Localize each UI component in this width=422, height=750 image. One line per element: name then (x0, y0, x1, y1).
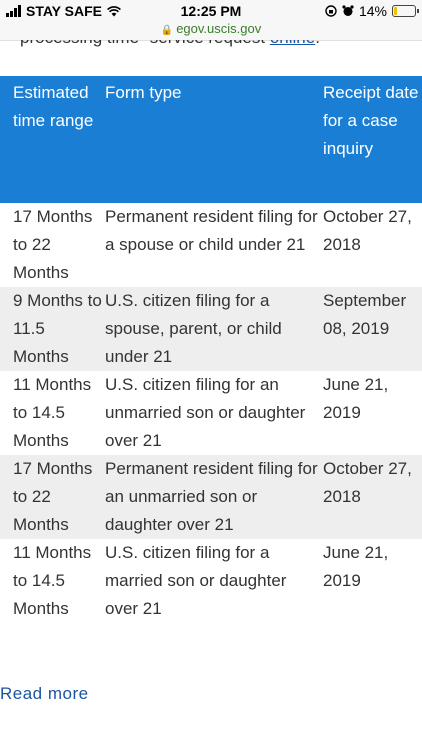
cell-form-type: Permanent resident filing for an unmarried son or daughter over 21 (105, 455, 323, 539)
cell-receipt-date: June 21, 2019 (323, 543, 389, 590)
table-row (0, 371, 422, 455)
cell-time-range: 17 Months to 22 Months (0, 455, 105, 539)
url-text: egov.uscis.gov (176, 21, 262, 36)
table-row (0, 203, 422, 287)
cell-form-type: U.S. citizen filing for an unmarried son or daughter over 21 (105, 375, 306, 450)
cell-receipt-date: October 27, 2018 (323, 455, 422, 539)
cell-time-range: 9 Months to 11.5 Months (0, 287, 105, 371)
cell-receipt-date: June 21, 2019 (323, 375, 389, 422)
lock-icon: 🔒 (160, 25, 174, 36)
battery-level (394, 7, 397, 15)
clock: 12:25 PM (180, 3, 242, 19)
cell-time-range: 11 Months to 14.5 Months (13, 543, 92, 618)
header-time-range: Estimated time range (0, 76, 105, 203)
table-row (0, 539, 422, 623)
alarm-icon (342, 5, 354, 17)
address-bar[interactable] (0, 21, 422, 36)
cell-form-type: Permanent resident filing for a spouse or child under 21 (105, 207, 318, 254)
orientation-lock-icon (325, 5, 337, 17)
table-row (0, 455, 422, 539)
battery-icon (392, 5, 416, 17)
header-receipt-date: Receipt date for a case inquiry (323, 76, 422, 203)
cell-form-type: U.S. citizen filing for a married son or daughter over 21 (105, 543, 287, 618)
table-header-row (0, 76, 422, 203)
table-row (0, 287, 422, 371)
carrier-label: STAY SAFE (26, 3, 102, 19)
processing-times-table (0, 76, 422, 623)
cell-receipt-date: October 27, 2018 (323, 207, 412, 254)
read-more-link[interactable]: Read more (0, 684, 89, 703)
cell-time-range: 17 Months to 22 Months (13, 207, 93, 282)
cell-time-range: 11 Months to 14.5 Months (13, 375, 92, 450)
battery-percent: 14% (358, 3, 387, 19)
status-icons (325, 3, 416, 19)
header-form-type: Form type (105, 76, 323, 203)
cell-form-type: U.S. citizen filing for a spouse, parent, or child under 21 (105, 287, 323, 371)
status-bar (0, 0, 422, 41)
cell-receipt-date: September 08, 2019 (323, 287, 422, 371)
